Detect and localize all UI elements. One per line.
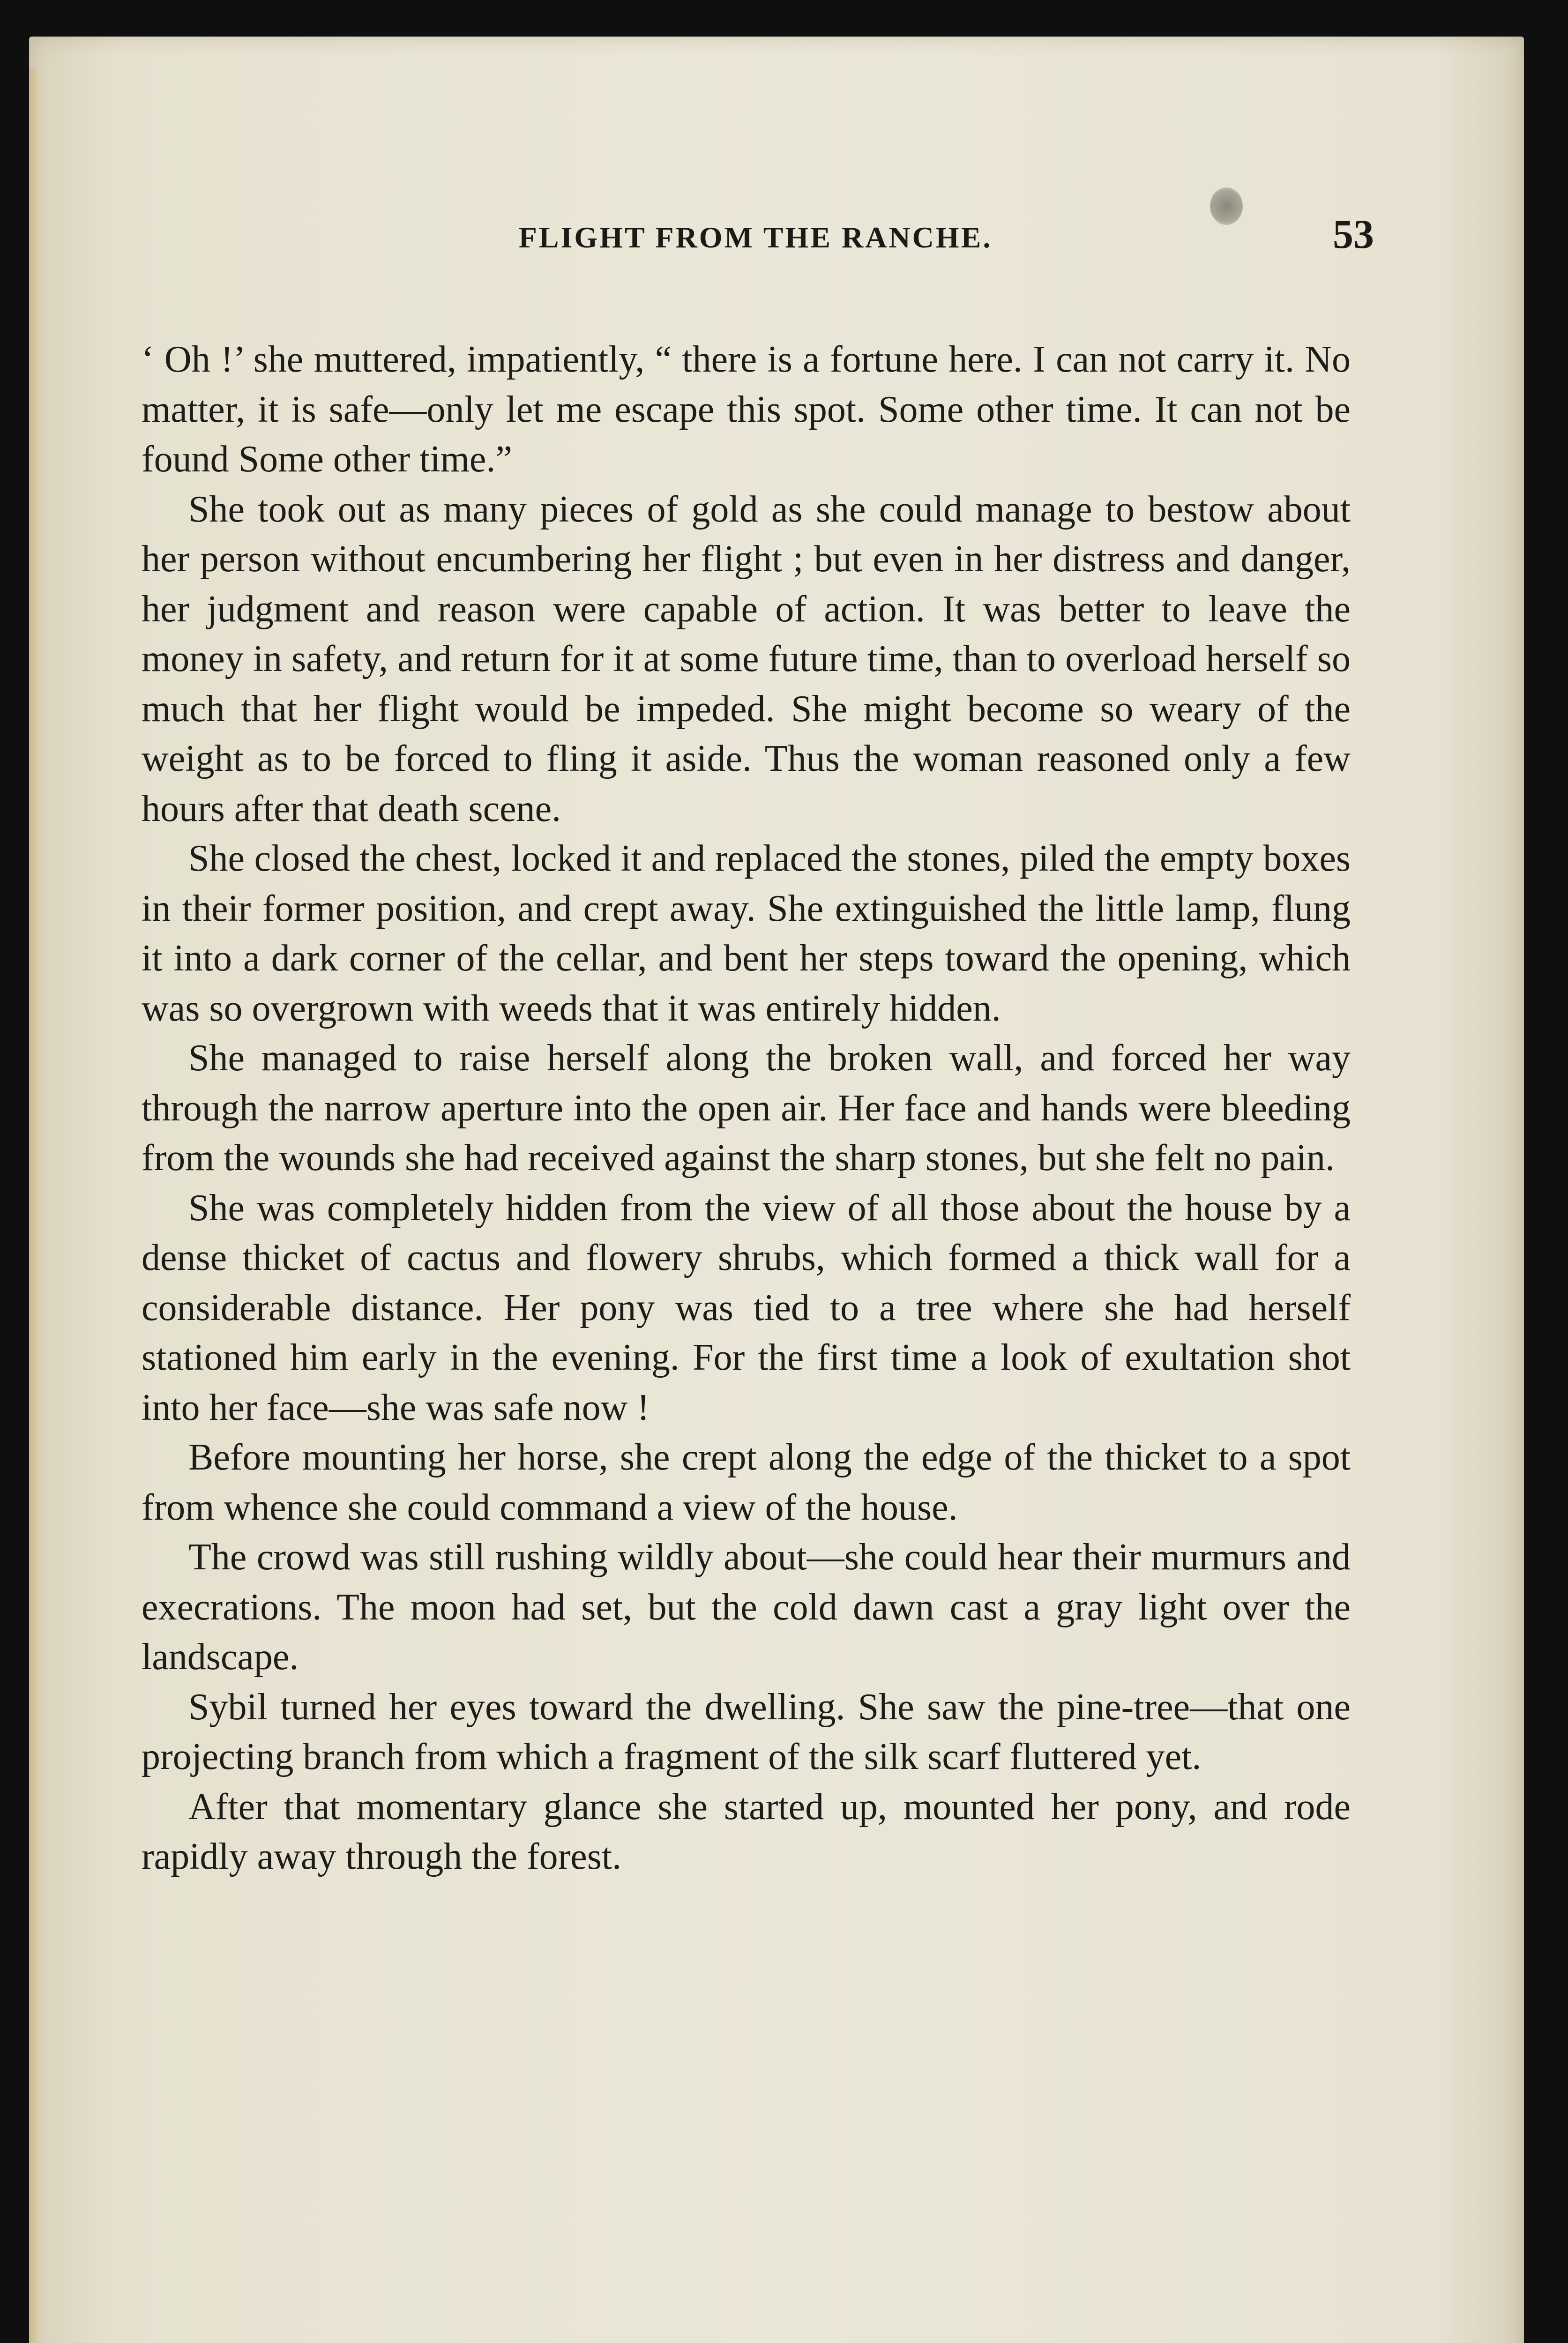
paragraph-1: ‘ Oh !’ she muttered, impatiently, “ there is a fortune here. I can not carry it. No matter, it is safe—only let me escape this spot. Some other time. It can not be found Some other time.” [142, 339, 1351, 480]
paragraph-7: The crowd was still rushing wildly about—she could hear their murmurs and execrations. The moon had set, but the cold dawn cast a gray light over the landscape. [142, 1537, 1351, 1678]
paragraph-2: She took out as many pieces of gold as she could manage to bestow about her person without encumbering her flight ; but even in her distress and danger, her judgment and reason were capable of action. It was better to leave the money in safety, and return for it at some future time, than to overload herself so much that her flight would be impeded. She might become so weary of the weight as to be forced to fling it aside. Thus the woman reasoned only a few hours after that death scene. [142, 488, 1351, 829]
running-title: FLIGHT FROM THE RANCHE. [518, 221, 993, 254]
running-head [142, 211, 1374, 267]
paragraph-5: She was completely hidden from the view of all those about the house by a dense thicket of cactus and flowery shrubs, which formed a thick wall for a considerable distance. Her pony was tied to a tree where she had herself stationed him early in the evening. For the first time a look of exultation shot into her face—she was safe now ! [142, 1187, 1351, 1428]
paragraph-3: She closed the chest, locked it and replaced the stones, piled the empty boxes in their former position, and crept away. She extinguished the little lamp, flung it into a dark corner of the cellar, and bent her steps toward the opening, which was so overgrown with weeds that it was entirely hidden. [142, 838, 1351, 1029]
paragraph-8: Sybil turned her eyes toward the dwelling. She saw the pine-tree—that one projecting branch from which a fragment of the silk scarf fluttered yet. [142, 1686, 1351, 1777]
page-edge [29, 69, 40, 2343]
book-page [29, 37, 1524, 2343]
page-number: 53 [1333, 212, 1374, 257]
paragraph-9: After that momentary glance she started up, mounted her pony, and rode rapidly away through the forest. [142, 1786, 1351, 1877]
body-text [142, 335, 1351, 1882]
paragraph-4: She managed to raise herself along the broken wall, and forced her way through the narrow aperture into the open air. Her face and hands were bleeding from the wounds she had received against the sharp stones, but she felt no pain. [142, 1037, 1351, 1179]
paragraph-6: Before mounting her horse, she crept along the edge of the thicket to a spot from whence she could command a view of the house. [142, 1437, 1351, 1528]
